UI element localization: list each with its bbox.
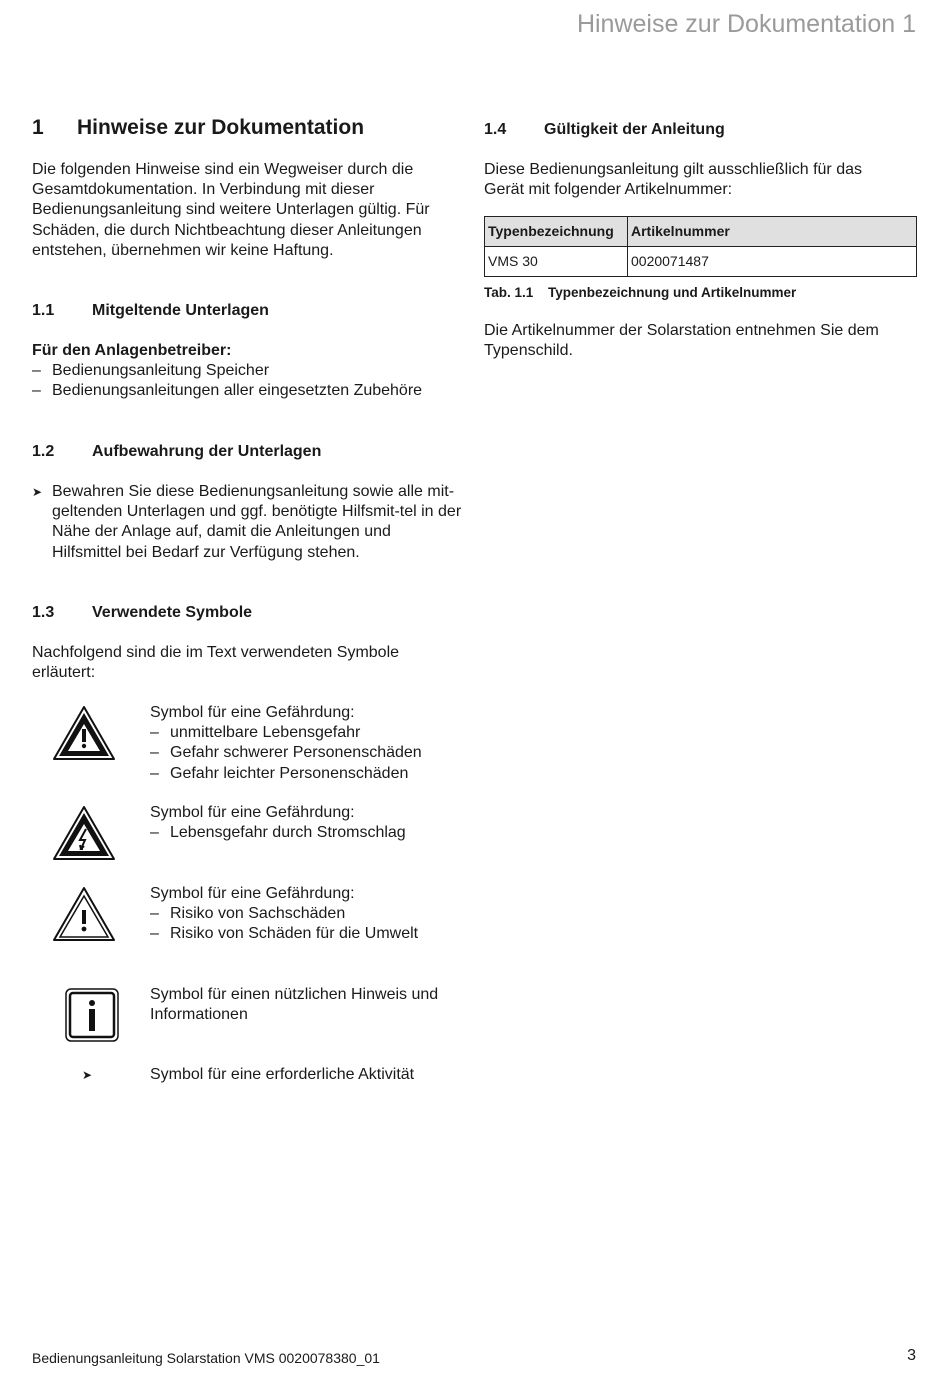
symbol-description <box>150 803 450 843</box>
list-item: – Gefahr schwerer Personenschäden <box>150 743 450 763</box>
section-heading-1-4 <box>484 120 725 140</box>
document-list <box>32 361 464 401</box>
electric-shock-icon <box>52 805 116 861</box>
section-number: 1.4 <box>484 121 507 138</box>
table-cell: VMS 30 <box>485 247 628 277</box>
column-header: Artikelnummer <box>628 217 917 247</box>
section-number: 1.2 <box>32 443 55 460</box>
symbol-title: Symbol für eine Gefährdung: <box>150 885 355 902</box>
table-cell: 0020071487 <box>628 247 917 277</box>
section-title: Hinweise zur Dokumentation <box>77 116 365 139</box>
note-paragraph: Die Artikelnummer der Solarstation entnehmen Sie dem Typenschild. <box>484 322 879 360</box>
validity-paragraph: Diese Bedienungsanleitung gilt ausschließlich für das Gerät mit folgender Artikelnummer: <box>484 161 862 199</box>
symbol-title: Symbol für eine Gefährdung: <box>150 704 355 721</box>
caption-text: Typenbezeichnung und Artikelnummer <box>548 285 797 300</box>
list-item: – Gefahr leichter Personenschäden <box>150 764 450 784</box>
column-header: Typenbezeichnung <box>485 217 628 247</box>
arrow-icon: ➤ <box>32 485 43 499</box>
running-header: Hinweise zur Dokumentation 1 <box>576 10 916 38</box>
footer-document: Bedienungsanleitung Solarstation VMS 0020078380_01 <box>32 1350 380 1366</box>
list-item: – Lebensgefahr durch Stromschlag <box>150 823 450 843</box>
section-title: Verwendete Symbole <box>92 604 253 621</box>
symbol-description <box>150 703 450 784</box>
section-heading-1 <box>32 115 364 141</box>
symbol-title: Symbol für eine Gefährdung: <box>150 804 355 821</box>
caution-icon <box>52 886 116 942</box>
article-table <box>484 216 917 277</box>
list-item: – unmittelbare Lebensgefahr <box>150 723 450 743</box>
table-header-row <box>485 217 917 247</box>
page-number: 3 <box>907 1347 916 1364</box>
section-title: Aufbewahrung der Unterlagen <box>92 443 322 460</box>
danger-icon <box>52 705 116 761</box>
section-heading-1-2 <box>32 442 321 462</box>
section-title: Gültigkeit der Anleitung <box>544 121 725 138</box>
arrow-icon: ➤ <box>82 1068 93 1082</box>
list-item: – Risiko von Schäden für die Umwelt <box>150 924 450 944</box>
table-caption <box>484 283 796 303</box>
list-item: – Bedienungsanleitungen aller eingesetzten Zubehöre <box>32 381 464 401</box>
section-number: 1.3 <box>32 604 55 621</box>
section-number: 1 <box>32 116 44 139</box>
list-item: – Risiko von Sachschäden <box>150 904 450 924</box>
subheading: Für den Anlagenbetreiber: <box>32 342 232 359</box>
intro-paragraph: Die folgenden Hinweise sind ein Wegweiser durch die Gesamtdokumentation. In Verbindung mit dieser Bedienungsanleitung sind weitere Unterlagen gültig. Für Schäden, die durch Nichtbeachtung dieser Anleitungen entstehen, übernehmen wir keine Haftung. <box>32 161 430 259</box>
symbol-description: Symbol für einen nützlichen Hinweis und Informationen <box>150 986 439 1024</box>
symbols-intro: Nachfolgend sind die im Text verwendeten Symbole erläutert: <box>32 644 400 682</box>
section-title: Mitgeltende Unterlagen <box>92 302 269 319</box>
section-number: 1.1 <box>32 302 55 319</box>
action-step <box>32 482 464 563</box>
action-text: Bewahren Sie diese Bedienungsanleitung sowie alle mit-geltenden Unterlagen und ggf. benötigte Hilfsmit-tel in der Nähe der Anlage auf, damit die Anleitungen und Hilfsmittel bei Bedarf zur Verfügung stehen. <box>52 483 462 561</box>
symbol-description <box>150 884 450 945</box>
section-heading-1-3 <box>32 603 252 623</box>
list-item: – Bedienungsanleitung Speicher <box>32 361 464 381</box>
table-row <box>485 247 917 277</box>
info-icon <box>65 988 119 1042</box>
section-heading-1-1 <box>32 301 269 321</box>
symbol-description: Symbol für eine erforderliche Aktivität <box>150 1066 415 1083</box>
caption-number: Tab. 1.1 <box>484 285 534 300</box>
